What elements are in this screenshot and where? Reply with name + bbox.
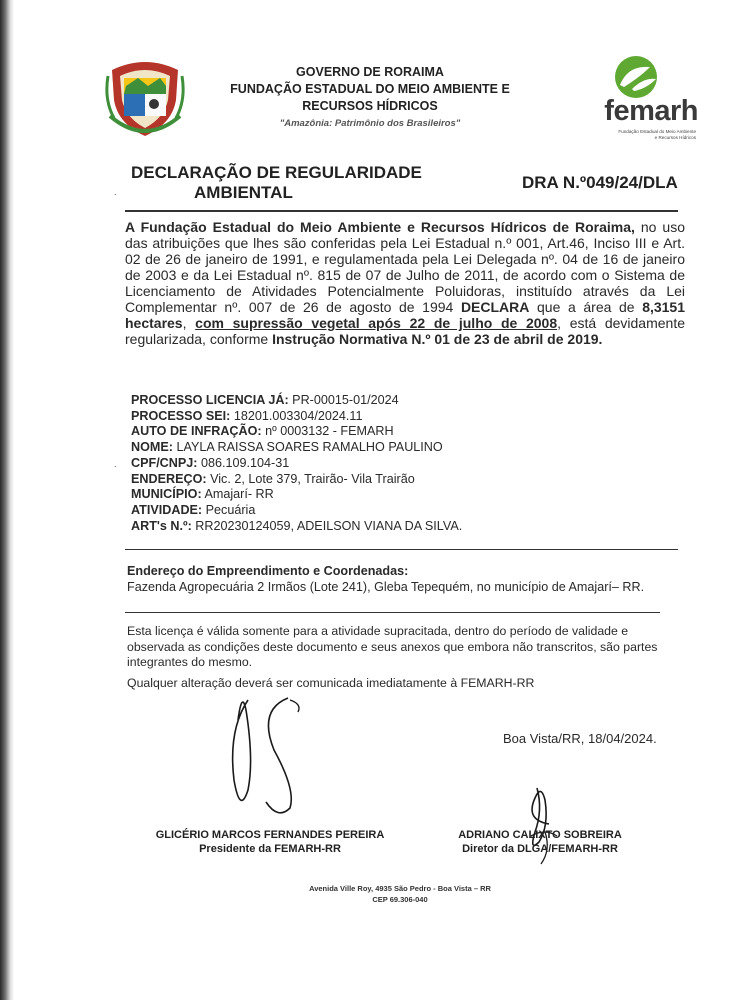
header-foundation: FUNDAÇÃO ESTADUAL DO MEIO AMBIENTE E <box>230 82 510 96</box>
footer-address: Avenida Ville Roy, 4935 São Pedro - Boa Vista – RR CEP 69.306-040 <box>309 884 491 904</box>
logo-wordmark: femarh <box>604 95 698 127</box>
signer-president: GLICÉRIO MARCOS FERNANDES PEREIRA Presidente da FEMARH-RR <box>155 829 385 855</box>
document-title: DECLARAÇÃO DE REGULARIDADE AMBIENTAL <box>131 163 422 202</box>
institution-header <box>190 64 550 132</box>
roraima-coat-of-arms <box>104 56 186 140</box>
section-divider <box>125 612 660 613</box>
signature-director <box>505 780 585 870</box>
header-government: GOVERNO DE RORAIMA <box>296 65 444 79</box>
signature-president <box>218 690 328 820</box>
enterprise-address: Endereço do Empreendimento e Coordenadas: Fazenda Agropecuária 2 Irmãos (Lote 241), Gleba Tepequém, no município de Amajarí– RR. <box>127 564 645 594</box>
info-row: PROCESSO SEI: 18201.003304/2024.11 <box>131 408 363 423</box>
femarh-logo <box>588 55 698 145</box>
title-divider <box>125 210 678 212</box>
info-row: CPF/CNPJ: 086.109.104-31 <box>131 455 290 470</box>
document-number: DRA N.º049/24/DLA <box>522 173 678 192</box>
info-row: PROCESSO LICENCIA JÁ: PR-00015-01/2024 <box>131 393 399 407</box>
header-resources: RECURSOS HÍDRICOS <box>302 99 438 113</box>
info-row: ART's N.º: RR20230124059, ADEILSON VIANA DA SILVA. <box>131 518 463 533</box>
header-motto: "Amazônia: Patrimônio dos Brasileiros" <box>279 118 461 129</box>
validity-note: Esta licença é válida somente para a atividade supracitada, dentro do período de validade e observada as condições deste documento e seus anexos que embora não transcritos, são partes integrantes do mesmo. <box>127 624 658 669</box>
place-date: Boa Vista/RR, 18/04/2024. <box>503 731 657 746</box>
signer-director: ADRIANO CALIXTO SOBREIRA Diretor da DLGA/FEMARH-RR <box>458 829 622 855</box>
margin-mark: . <box>114 187 117 197</box>
info-row: NOME: LAYLA RAISSA SOARES RAMALHO PAULINO <box>131 440 443 455</box>
logo-subtitle: Fundação Estadual do Meio Ambiente e Recursos Hídricos <box>618 129 696 140</box>
info-row: ATIVIDADE: Pecuária <box>131 502 256 517</box>
scan-edge-shadow <box>0 0 14 1000</box>
section-divider <box>125 549 678 550</box>
info-row: MUNICÍPIO: Amajarí- RR <box>131 487 274 502</box>
margin-mark: . <box>114 459 117 469</box>
process-info-list <box>131 393 651 534</box>
info-row: ENDEREÇO: Vic. 2, Lote 379, Trairão- Vila Trairão <box>131 471 415 486</box>
alteration-note: Qualquer alteração deverá ser comunicada imediatamente à FEMARH-RR <box>127 676 535 690</box>
info-row: AUTO DE INFRAÇÃO: nº 0003132 - FEMARH <box>131 424 394 439</box>
declaration-paragraph: A Fundação Estadual do Meio Ambiente e Recursos Hídricos de Roraima, no uso das atribuições que lhes são conferidas pela Lei Estadual n.º 001, Art.46, Inciso III e Art. 02 de 26 de janeiro de 1991, e regulamentada pela Lei Delegada nº. 04 de 16 de janeiro de 2003 e da Lei Estadual nº. 815 de 07 de Julho de 2011, de acordo com o Sistema de Licenciamento de Atividades Potencialmente Poluidoras, instituído através da Lei Complementar nº. 007 de 26 de agosto de 1994 DECLARA que a área de 8,3151 hectares, com supressão vegetal após 22 de julho de 2008, está devidamente regularizada, conforme Instrução Normativa N.º 01 de 23 de abril de 2019. <box>125 219 686 347</box>
